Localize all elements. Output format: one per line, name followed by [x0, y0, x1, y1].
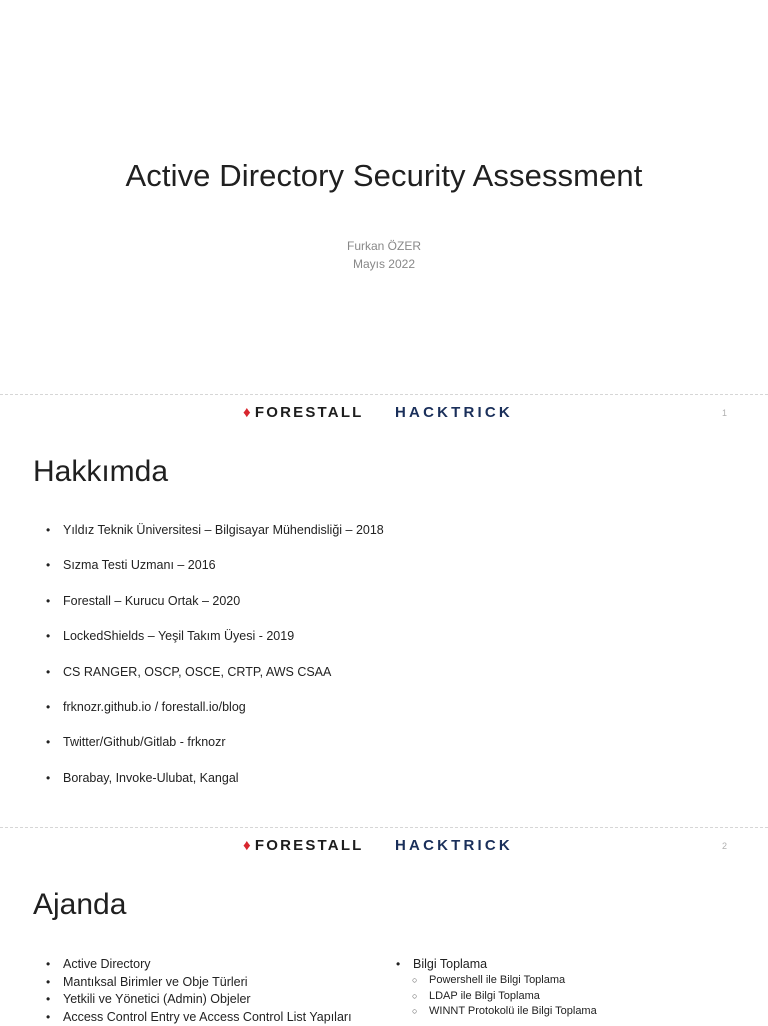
list-item: • Active Directory [46, 956, 352, 974]
agenda-right-list [396, 956, 597, 1020]
list-item: • Yıldız Teknik Üniversitesi – Bilgisayar Mühendisliği – 2018 [46, 522, 384, 557]
sub-list-item: ○ Powershell ile Bilgi Toplama [412, 973, 597, 989]
list-item: • Twitter/Github/Gitlab - frknozr [46, 734, 384, 769]
forestall-mark-icon: ♦ [243, 404, 253, 421]
page-number: 2 [722, 841, 728, 851]
author-name: Furkan ÖZER [346, 239, 421, 253]
sub-list-item: ○ LDAP ile Bilgi Toplama [412, 989, 597, 1005]
forestall-logo [243, 404, 364, 421]
forestall-mark-icon: ♦ [243, 837, 253, 854]
list-item: • Yetkili ve Yönetici (Admin) Objeler [46, 991, 352, 1009]
hacktrick-logo: HACKTRICK [395, 837, 513, 854]
sub-list [396, 973, 597, 1020]
list-item: • LockedShields – Yeşil Takım Üyesi - 2019 [46, 628, 384, 663]
agenda-left-list [46, 956, 352, 1026]
presentation-date: Mayıs 2022 [352, 257, 416, 271]
list-item: • Access Control Entry ve Access Control List Yapıları [46, 1009, 352, 1026]
presentation-title: Active Directory Security Assessment [125, 158, 643, 193]
list-item: • CS RANGER, OSCP, OSCE, CRTP, AWS CSAA [46, 664, 384, 699]
slide-footer [0, 395, 768, 431]
list-item: • Mantıksal Birimler ve Obje Türleri [46, 974, 352, 992]
slide-heading: Hakkımda [33, 455, 169, 488]
page-number: 1 [722, 408, 728, 418]
title-slide [0, 0, 768, 394]
list-item: • frknozr.github.io / forestall.io/blog [46, 699, 384, 734]
forestall-logo-text: FORESTALL [254, 404, 364, 421]
list-item: • Sızma Testi Uzmanı – 2016 [46, 557, 384, 592]
slide-heading: Ajanda [33, 888, 127, 921]
list-item: • Bilgi Toplama [396, 956, 597, 973]
forestall-logo-text: FORESTALL [254, 837, 364, 854]
sub-list-item: ○ WINNT Protokolü ile Bilgi Toplama [412, 1004, 597, 1020]
about-list [46, 522, 384, 805]
hacktrick-logo: HACKTRICK [395, 404, 513, 421]
list-item: • Borabay, Invoke-Ulubat, Kangal [46, 770, 384, 805]
list-item: • Forestall – Kurucu Ortak – 2020 [46, 593, 384, 628]
forestall-logo [243, 837, 364, 854]
slide-footer [0, 828, 768, 864]
